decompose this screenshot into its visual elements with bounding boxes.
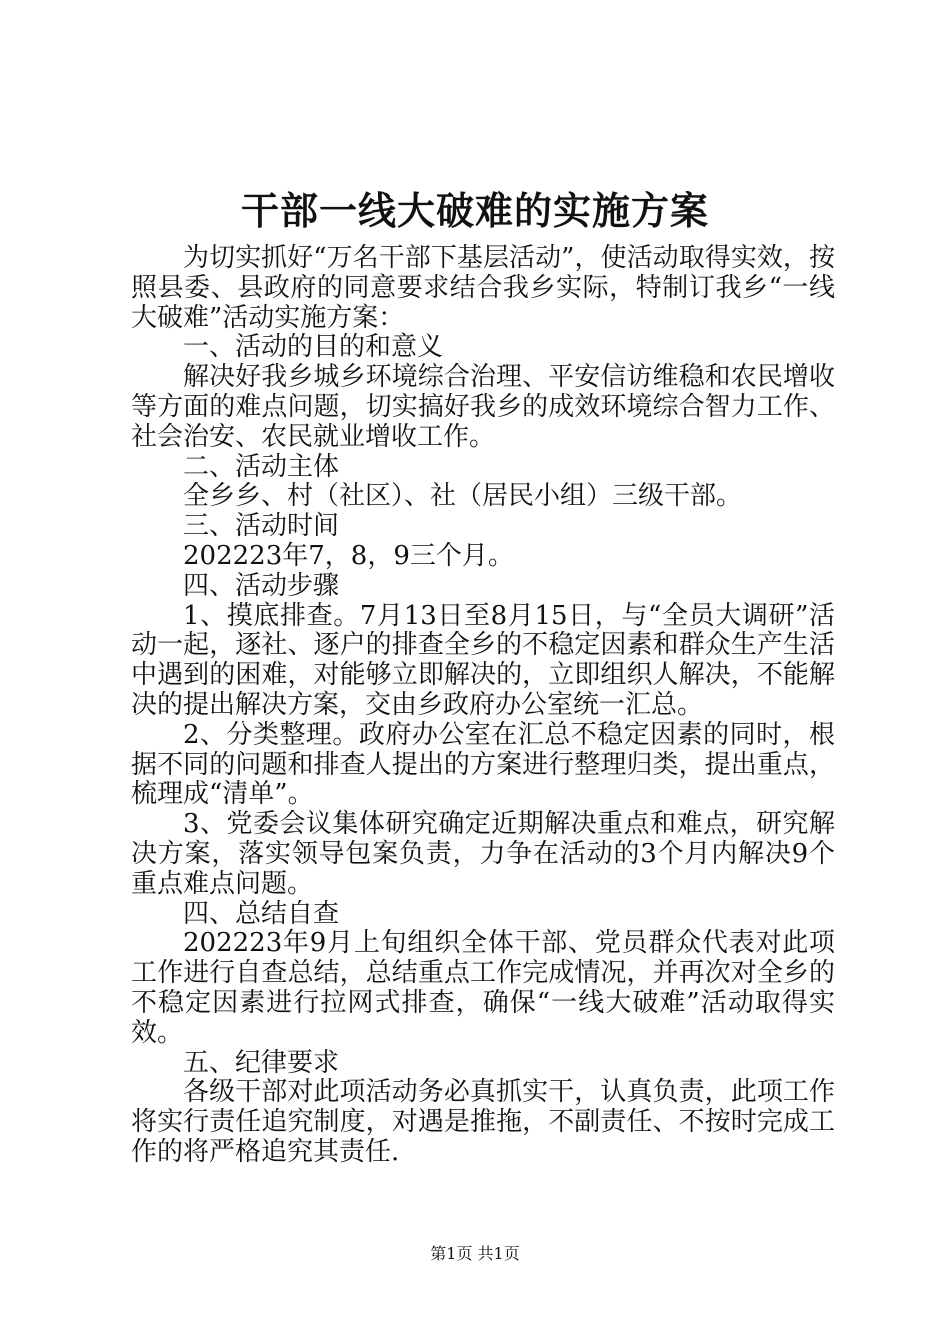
paragraph-discipline: 各级干部对此项活动务必真抓实干，认真负责，此项工作将实行责任追究制度，对遇是推拖，不副责任、不按时完成工作的将严格追究其责任. [131, 1077, 835, 1167]
section-heading-review: 四、总结自查 [183, 898, 340, 929]
paragraph-review: 202223年9月上旬组织全体干部、党员群众代表对此项工作进行自查总结，总结重点工作完成情况，并再次对全乡的不稳定因素进行拉网式排查，确保“一线大破难”活动取得实效。 [131, 928, 835, 1048]
paragraph-step-3: 3、党委会议集体研究确定近期解决重点和难点，研究解决方案，落实领导包案负责，力争在活动的3个月内解决9个重点难点问题。 [131, 809, 835, 899]
paragraph-purpose: 解决好我乡城乡环境综合治理、平安信访维稳和农民增收等方面的难点问题，切实搞好我乡的成效环境综合智力工作、社会治安、农民就业增收工作。 [131, 362, 835, 452]
paragraph-step-2: 2、分类整理。政府办公室在汇总不稳定因素的同时，根据不同的问题和排查人提出的方案进行整理归类，提出重点，梳理成“清单”。 [131, 719, 835, 810]
section-heading-subject: 二、活动主体 [183, 451, 340, 482]
section-heading-purpose: 一、活动的目的和意义 [183, 332, 444, 363]
paragraph-time: 202223年7，8，9三个月。 [183, 540, 514, 571]
paragraph-subject: 全乡乡、村（社区）、社（居民小组）三级干部。 [183, 481, 743, 512]
section-heading-time: 三、活动时间 [183, 511, 340, 542]
paragraph-intro: 为切实抓好“万名干部下基层活动”，使活动取得实效，按照县委、县政府的同意要求结合我乡实际，特制订我乡“一线大破难”活动实施方案： [131, 243, 835, 333]
paragraph-step-1: 1、摸底排查。7月13日至8月15日，与“全员大调研”活动一起，逐社、逐户的排查全乡的不稳定因素和群众生产生活中遇到的困难，对能够立即解决的，立即组织人解决，不能解决的提出解决方案，交由乡政府办公室统一汇总。 [131, 600, 835, 720]
document-title: 干部一线大破难的实施方案 [240, 188, 709, 233]
document-body [131, 244, 835, 1168]
section-heading-steps: 四、活动步骤 [183, 570, 340, 601]
page-footer: 第1页 共1页 [430, 1244, 520, 1263]
section-heading-discipline: 五、纪律要求 [183, 1047, 340, 1078]
